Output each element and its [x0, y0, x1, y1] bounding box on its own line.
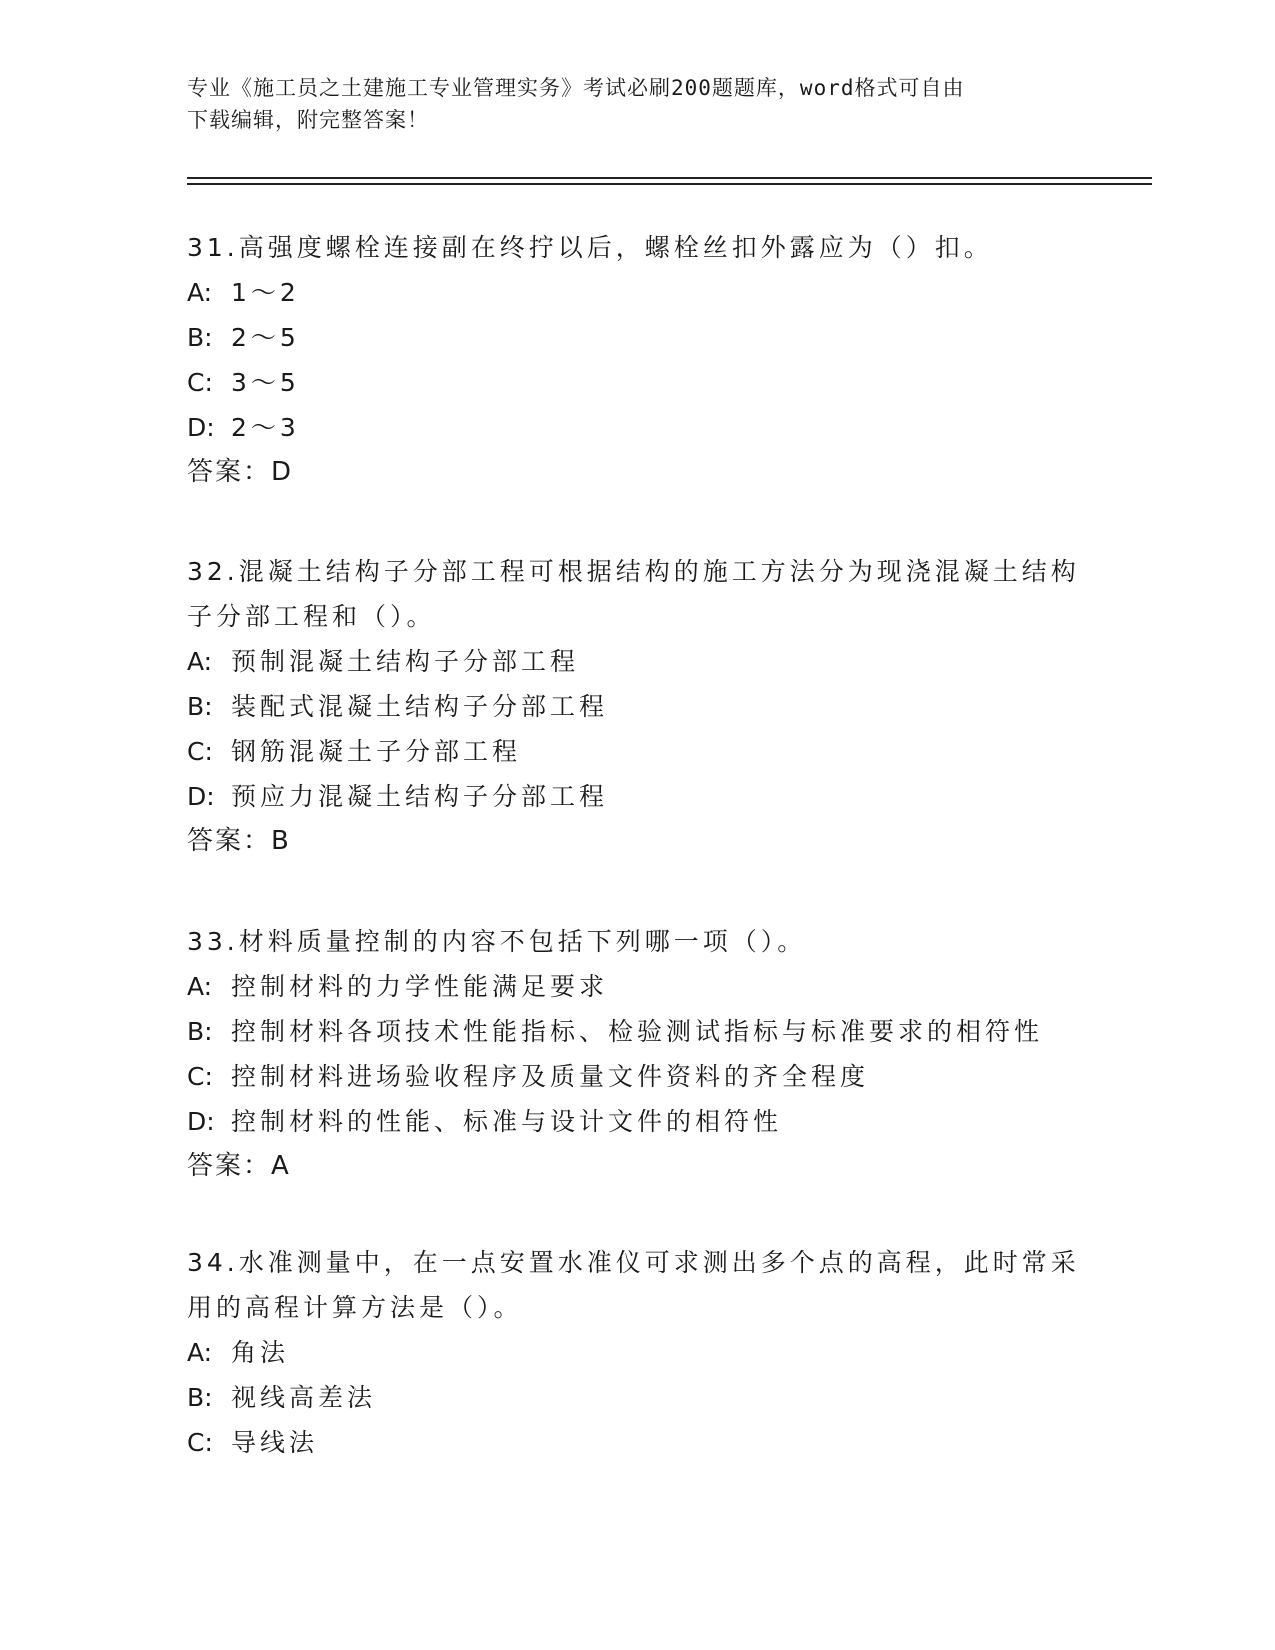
option-letter: B: — [187, 323, 213, 352]
answer-label: 答案：B — [187, 826, 291, 856]
question-stem: 31.高强度螺栓连接副在终拧以后，螺栓丝扣外露应为（）扣。 — [187, 233, 993, 262]
option-a — [187, 964, 1087, 1009]
option-text: 预应力混凝土结构子分部工程 — [231, 782, 609, 811]
question-stem-continued: 子分部工程和（）。 — [187, 602, 436, 631]
option-text: 1～2 — [231, 278, 300, 307]
option-c — [187, 729, 1087, 774]
question-stem-continued: 用的高程计算方法是（）。 — [187, 1293, 523, 1322]
option-b — [187, 315, 1087, 360]
option-b — [187, 1009, 1087, 1054]
option-c — [187, 1420, 1087, 1465]
option-c — [187, 1054, 1087, 1099]
option-text: 控制材料各项技术性能指标、检验测试指标与标准要求的相符性 — [231, 1017, 1044, 1046]
option-text: 装配式混凝土结构子分部工程 — [231, 692, 609, 721]
option-a — [187, 1330, 1087, 1375]
header-divider-bottom — [187, 183, 1152, 185]
option-d — [187, 1099, 1087, 1144]
option-letter: B: — [187, 1017, 213, 1046]
option-b — [187, 1375, 1087, 1420]
option-text: 控制材料的力学性能满足要求 — [231, 972, 609, 1001]
option-text: 控制材料进场验收程序及质量文件资料的齐全程度 — [231, 1062, 870, 1091]
option-letter: D: — [187, 782, 215, 811]
option-letter: D: — [187, 1107, 215, 1136]
header-line-1: 专业《施工员之土建施工专业管理实务》考试必刷200题题库，word格式可自由 — [187, 76, 965, 100]
option-letter: B: — [187, 692, 213, 721]
option-letter: B: — [187, 1383, 213, 1412]
option-d — [187, 774, 1087, 819]
option-letter: D: — [187, 413, 215, 442]
option-d — [187, 405, 1087, 450]
option-text: 导线法 — [231, 1428, 319, 1457]
option-text: 3～5 — [231, 368, 300, 397]
question-34 — [187, 1240, 1087, 1465]
answer-label: 答案：A — [187, 1151, 291, 1181]
option-text: 视线高差法 — [231, 1383, 377, 1412]
answer-label: 答案：D — [187, 457, 294, 487]
question-stem: 34.水准测量中，在一点安置水准仪可求测出多个点的高程，此时常采 — [187, 1248, 1080, 1277]
question-stem: 32.混凝土结构子分部工程可根据结构的施工方法分为现浇混凝土结构 — [187, 557, 1080, 586]
question-32 — [187, 549, 1087, 864]
option-c — [187, 360, 1087, 405]
option-letter: C: — [187, 737, 213, 766]
option-letter: C: — [187, 368, 213, 397]
option-a — [187, 639, 1087, 684]
option-b — [187, 684, 1087, 729]
option-letter: A: — [187, 972, 213, 1001]
option-text: 角法 — [231, 1338, 290, 1367]
option-text: 2～5 — [231, 323, 300, 352]
option-letter: C: — [187, 1062, 213, 1091]
header-divider-top — [187, 177, 1152, 179]
option-text: 控制材料的性能、标准与设计文件的相符性 — [231, 1107, 783, 1136]
question-stem: 33.材料质量控制的内容不包括下列哪一项（）。 — [187, 927, 807, 956]
question-31 — [187, 225, 1087, 495]
option-text: 2～3 — [231, 413, 300, 442]
option-text: 预制混凝土结构子分部工程 — [231, 647, 580, 676]
question-33 — [187, 919, 1087, 1189]
option-letter: A: — [187, 647, 213, 676]
document-header — [187, 72, 1087, 136]
option-text: 钢筋混凝土子分部工程 — [231, 737, 522, 766]
header-line-2: 下载编辑，附完整答案！ — [187, 108, 429, 132]
option-letter: C: — [187, 1428, 213, 1457]
option-a — [187, 270, 1087, 315]
option-letter: A: — [187, 1338, 213, 1367]
option-letter: A: — [187, 278, 213, 307]
